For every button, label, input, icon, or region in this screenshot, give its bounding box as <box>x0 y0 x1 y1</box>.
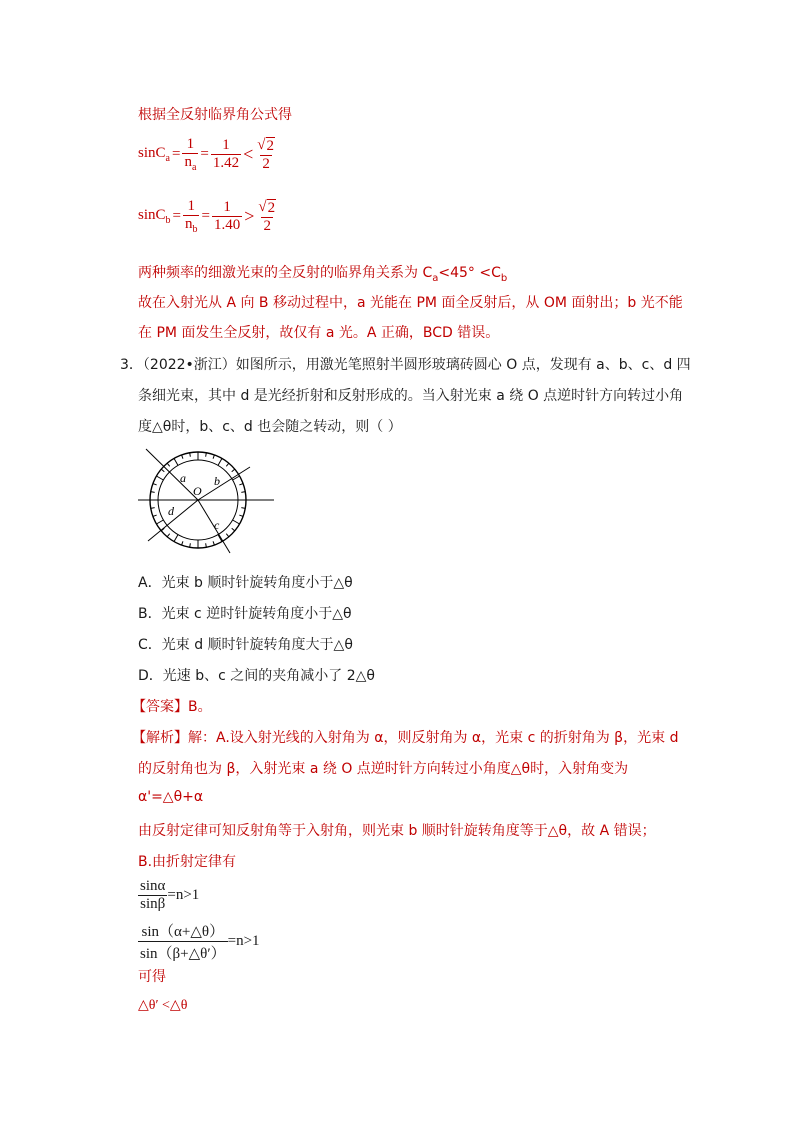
explanation-line7: △θ′ <△θ <box>138 998 188 1013</box>
fraction-sin-alpha-sin-beta: $\frac{\sin\alpha}{\sin\beta}$ <box>140 878 166 912</box>
answer-line: 【答案】B。 <box>132 699 212 715</box>
fraction-1-nb: $\frac{1}{n_b}$ <box>184 198 198 235</box>
fraction-sqrt2-2: √ 2 2 <box>257 136 274 172</box>
formula-sinCb: sinC$_b$ = $\frac{1}{n_b}$ = $\frac{1}{1.40}$ > √ 2 2 <box>138 198 278 235</box>
formula-lhs: sinC$_b$ <box>138 207 171 226</box>
tick-mark <box>233 520 240 524</box>
tick-mark <box>156 476 163 480</box>
question-3-line2: 条细光束，其中 d 是光经折射和反射形成的。当入射光束 a 绕 O 点逆时针方向转过小角 <box>138 388 684 404</box>
question-3-line1: 3．（2022•浙江）如图所示，用激光笔照射半圆形玻璃砖圆心 O 点，发现有 a、b、c、d 四 <box>120 357 691 373</box>
option-d: D．光速 b、c 之间的夹角减小了 2△θ <box>138 668 375 684</box>
explanation-line4: 由反射定律可知反射角等于入射角，则光束 b 顺时针旋转角度等于△θ，故 A 错误； <box>138 823 656 839</box>
tick-mark <box>156 520 163 524</box>
explanation-line1: 【解析】解：A.设入射光线的入射角为 α，则反射角为 α，光束 c 的折射角为 β，光束 d <box>132 730 679 746</box>
label-o: O <box>193 484 202 498</box>
paragraph-conclusion-line2: 在 PM 面发生全反射，故仅有 a 光。A 正确，BCD 错误。 <box>138 325 500 341</box>
paragraph-critical-angle-relation: 两种频率的细激光束的全反射的临界角关系为 $C_a<45^\circ <C_b$ <box>138 265 508 284</box>
semicircle-glass-figure <box>138 445 276 563</box>
label-b: b <box>214 474 220 488</box>
formula-lhs: sinC$_a$ <box>138 145 170 164</box>
option-a: A．光束 b 顺时针旋转角度小于△θ <box>138 575 353 591</box>
formula-snell: $\frac{\sin\alpha}{\sin\beta}$ =n>1 <box>140 878 200 912</box>
explanation-line3: α'=△θ+α <box>138 789 204 805</box>
fraction-rotated: $\frac{\sin(\alpha+\triangle\theta)}{\sin(\beta+\triangle\theta')}$ <box>140 924 226 962</box>
tick-mark <box>218 458 222 465</box>
formula-snell-rotated: $\frac{\sin(\alpha+\triangle\theta)}{\sin(\beta+\triangle\theta')}$ =n>1 <box>138 920 260 963</box>
explanation-line6: 可得 <box>138 969 166 985</box>
tick-mark <box>233 476 240 480</box>
fraction-sqrt2-2: √ 2 2 <box>258 198 276 234</box>
option-b: B．光束 c 逆时针旋转角度小于△θ <box>138 606 352 622</box>
question-3-line3: 度△θ时，b、c、d 也会随之转动，则（ ） <box>138 419 402 435</box>
fraction-1-142: $\frac{1}{1.42}$ <box>212 137 240 171</box>
explanation-line2: 的反射角也为 β，入射光束 a 绕 O 点逆时针方向转过小角度△θ时，入射角变为 <box>138 761 629 777</box>
tick-mark <box>174 458 178 465</box>
explanation-line5: B.由折射定律有 <box>138 854 237 870</box>
label-c: c <box>214 518 220 532</box>
label-a: a <box>180 471 186 485</box>
tick-mark <box>174 535 178 542</box>
explanation-tag: 【解析】 <box>132 730 188 746</box>
option-c: C．光束 d 顺时针旋转角度大于△θ <box>138 637 353 653</box>
paragraph-conclusion-line1: 故在入射光从 A 向 B 移动过程中，a 光能在 PM 面全反射后，从 OM 面射出；b 光不能 <box>138 295 683 311</box>
label-d: d <box>168 504 174 518</box>
formula-sinCa: sinC$_a$ = $\frac{1}{n_a}$ = $\frac{1}{1.42}$ < √ 2 2 <box>138 136 277 173</box>
fraction-1-140: $\frac{1}{1.40}$ <box>213 199 241 233</box>
fraction-1-na: $\frac{1}{n_a}$ <box>184 136 197 173</box>
paragraph-critical-angle-intro: 根据全反射临界角公式得 <box>138 107 292 123</box>
